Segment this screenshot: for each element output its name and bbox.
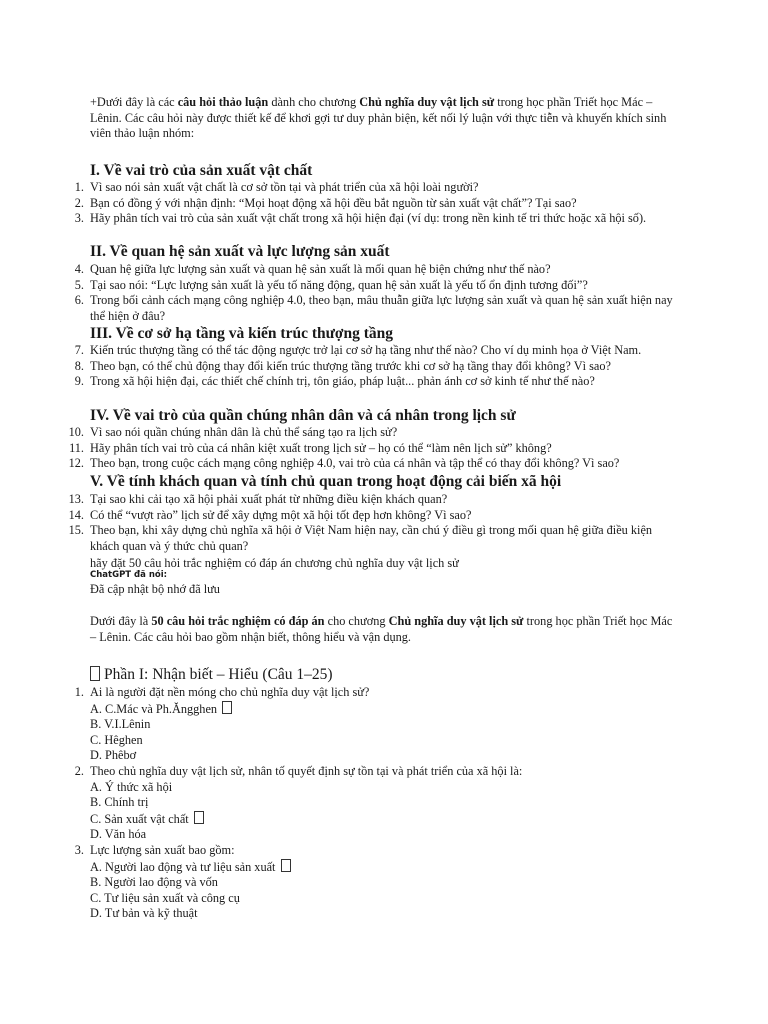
- mcq-option: B. V.I.Lênin: [90, 717, 151, 732]
- section-heading-1: I. Về vai trò của sản xuất vật chất: [90, 162, 313, 179]
- question-number: 8.: [74, 358, 84, 373]
- mcq-option: D. Phêbơ: [90, 748, 137, 763]
- mcq-option: B. Người lao động và vốn: [90, 875, 218, 890]
- mcq-option: D. Văn hóa: [90, 827, 147, 842]
- question-number: 7.: [74, 343, 84, 357]
- question-text: Theo bạn, có thể chủ động thay đổi kiến trúc thượng tầng trước khi cơ sở hạ tầng thay đổi không? Vì sao?: [90, 358, 611, 373]
- question-item: [68, 456, 675, 472]
- question-list-4: [68, 425, 675, 472]
- question-number: 6.: [74, 293, 84, 308]
- question-number: 13.: [68, 492, 84, 506]
- question-text: Vì sao nói sản xuất vật chất là cơ sở tồn tại và phát triển của xã hội loài người?: [90, 180, 479, 194]
- question-item: [68, 425, 675, 441]
- mcq-option: D. Tư bản và kỹ thuật: [90, 906, 198, 921]
- question-item: [74, 358, 675, 375]
- correct-answer-mark-icon: [222, 701, 232, 714]
- question-list-3: [74, 343, 675, 390]
- part-1-heading: [90, 665, 333, 684]
- user-request-line: hãy đặt 50 câu hỏi trắc nghiệm có đáp án chương chủ nghĩa duy vật lịch sử: [90, 556, 459, 570]
- question-number: 1.: [74, 180, 84, 194]
- answer-intro-prefix: Dưới đây là: [90, 614, 152, 628]
- question-number: 12.: [68, 456, 84, 471]
- question-item: [68, 523, 675, 554]
- mcq-question: Theo chủ nghĩa duy vật lịch sử, nhân tố quyết định sự tồn tại và phát triển của xã hội là:: [90, 763, 523, 778]
- correct-answer-mark-icon: [194, 811, 204, 824]
- question-text: Tại sao khi cải tạo xã hội phải xuất phát từ những điều kiện khách quan?: [90, 492, 448, 506]
- answer-intro-paragraph: [90, 614, 680, 645]
- question-number: 14.: [68, 507, 84, 522]
- question-item: [74, 293, 675, 324]
- question-text: Quan hệ giữa lực lượng sản xuất và quan hệ sản xuất là mối quan hệ biện chứng như thế nào?: [90, 262, 551, 276]
- question-list-5: [68, 492, 675, 554]
- question-number: 11.: [69, 440, 84, 455]
- question-number: 5.: [74, 277, 84, 292]
- intro-paragraph: [90, 95, 680, 142]
- mcq-number: 2.: [74, 763, 84, 778]
- question-text: Trong bối cảnh cách mạng công nghiệp 4.0, theo bạn, mâu thuẫn giữa lực lượng sản xuất và quan hệ sản xuất hiện nay thể hiện ở đâu?: [90, 293, 673, 323]
- question-number: 4.: [74, 262, 84, 276]
- question-item: [74, 262, 675, 278]
- question-number: 3.: [74, 211, 84, 226]
- section-heading-3: III. Về cơ sở hạ tầng và kiến trúc thượng tầng: [90, 325, 394, 342]
- mcq-option: B. Chính trị: [90, 795, 149, 810]
- question-number: 10.: [68, 425, 84, 439]
- intro-mid: dành cho chương: [268, 95, 360, 109]
- missing-glyph-icon: [90, 666, 100, 681]
- mcq-question: Ai là người đặt nền móng cho chủ nghĩa duy vật lịch sử?: [90, 685, 370, 699]
- question-item: [74, 211, 675, 227]
- question-text: Kiến trúc thượng tầng có thể tác động ngược trở lại cơ sở hạ tầng như thế nào? Cho ví dụ minh họa ở Việt Nam.: [90, 343, 642, 357]
- correct-answer-mark-icon: [281, 859, 291, 872]
- question-number: 9.: [74, 374, 84, 389]
- mcq-option: C. Hêghen: [90, 732, 143, 747]
- mcq-number: 1.: [74, 685, 84, 699]
- question-item: [74, 180, 675, 196]
- question-text: Hãy phân tích vai trò của sản xuất vật chất trong xã hội hiện đại (ví dụ: trong nền kinh tế tri thức hoặc xã hội số).: [90, 211, 647, 226]
- question-item: [68, 492, 675, 508]
- intro-suffix: trong học phần Triết học Mác – Lênin. Các câu hỏi này được thiết kế để khơi gợi tư duy phản biện, kết nối lý luận với thực tiễn và khuyến khích sinh viên thảo luận nhóm:: [90, 95, 667, 141]
- section-heading-4: IV. Về vai trò của quần chúng nhân dân và cá nhân trong lịch sử: [90, 407, 516, 424]
- intro-prefix: +Dưới đây là các: [90, 95, 178, 109]
- question-text: Theo bạn, trong cuộc cách mạng công nghiệp 4.0, vai trò của cá nhân và tập thể có thay đổi không? Vì sao?: [90, 456, 620, 471]
- question-text: Theo bạn, khi xây dựng chủ nghĩa xã hội ở Việt Nam hiện nay, cần chú ý điều gì trong mối quan hệ giữa điều kiện khách quan và ý thức chủ quan?: [90, 523, 653, 553]
- mcq-number: 3.: [74, 842, 84, 857]
- memory-note: Đã cập nhật bộ nhớ đã lưu: [90, 582, 220, 596]
- question-item: [74, 277, 675, 294]
- question-text: Trong xã hội hiện đại, các thiết chế chính trị, tôn giáo, pháp luật... phản ánh cơ sở kinh tế như thế nào?: [90, 374, 595, 389]
- mcq-item: [74, 842, 675, 922]
- section-heading-2: II. Về quan hệ sản xuất và lực lượng sản xuất: [90, 243, 390, 260]
- question-item: [74, 343, 675, 359]
- mcq-list: [74, 685, 675, 922]
- question-text: Tại sao nói: “Lực lượng sản xuất là yếu tố năng động, quan hệ sản xuất là yếu tố ổn định tương đối”?: [90, 277, 588, 292]
- intro-bold-chapter: Chủ nghĩa duy vật lịch sử: [359, 95, 495, 109]
- question-text: Vì sao nói quần chúng nhân dân là chủ thể sáng tạo ra lịch sử?: [90, 425, 398, 439]
- question-item: [74, 374, 675, 390]
- question-list-2: [74, 262, 675, 324]
- question-text: Hãy phân tích vai trò của cá nhân kiệt xuất trong lịch sử – họ có thể “làm nên lịch sử” không?: [90, 440, 552, 455]
- section-heading-5: V. Về tính khách quan và tính chủ quan trong hoạt động cải biến xã hội: [90, 473, 562, 490]
- question-text: Bạn có đồng ý với nhận định: “Mọi hoạt động xã hội đều bắt nguồn từ sản xuất vật chất”? Tại sao?: [90, 195, 577, 210]
- answer-intro-suffix: trong học phần Triết học Mác – Lênin. Các câu hỏi bao gồm nhận biết, thông hiểu và vận dụng.: [90, 614, 673, 644]
- mcq-option: C. Tư liệu sản xuất và công cụ: [90, 890, 240, 905]
- mcq-option: A. C.Mác và Ph.Ăngghen: [90, 701, 675, 718]
- answer-intro-bold-chapter: Chủ nghĩa duy vật lịch sử: [388, 614, 524, 628]
- question-item: [74, 195, 675, 212]
- question-text: Có thể “vượt rào” lịch sử để xây dựng một xã hội tốt đẹp hơn không? Vì sao?: [90, 507, 472, 522]
- answer-intro-bold-count: 50 câu hỏi trắc nghiệm có đáp án: [151, 614, 325, 628]
- mcq-option: A. Ý thức xã hội: [90, 779, 173, 794]
- mcq-option: C. Sản xuất vật chất: [90, 811, 675, 828]
- question-number: 2.: [74, 195, 84, 210]
- question-number: 15.: [68, 523, 84, 538]
- question-list-1: [74, 180, 675, 227]
- chatgpt-label: ChatGPT đã nói:: [90, 570, 168, 580]
- mcq-option: A. Người lao động và tư liệu sản xuất: [90, 859, 675, 876]
- answer-intro-mid: cho chương: [324, 614, 389, 628]
- mcq-item: [74, 763, 675, 843]
- question-item: [69, 440, 675, 457]
- mcq-item: [74, 685, 675, 764]
- mcq-question: Lực lượng sản xuất bao gồm:: [90, 842, 235, 857]
- intro-bold-topic: câu hỏi thảo luận: [177, 95, 269, 109]
- part-1-heading-text: Phần I: Nhận biết – Hiểu (Câu 1–25): [104, 666, 333, 683]
- question-item: [68, 507, 675, 524]
